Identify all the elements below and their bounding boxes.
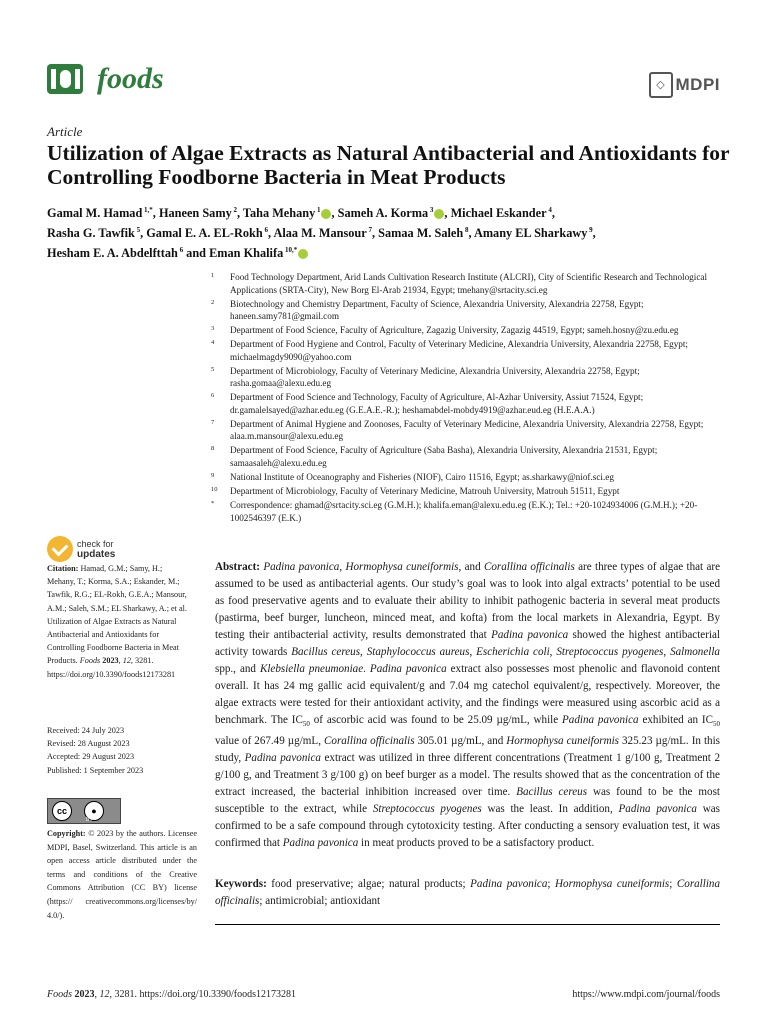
author-affiliation-marker: 1 <box>315 206 321 214</box>
author-name[interactable]: Alaa M. Mansour <box>273 226 367 241</box>
citation-doi-link[interactable]: https://doi.org/10.3390/foods12173281 <box>47 669 176 679</box>
affiliation-text: Department of Animal Hygiene and Zoonoses, Faculty of Veterinary Medicine, Alexandria University, Alexandria 22758, Egypt; alaa.m.mansour@alexu.edu.eg <box>230 418 704 442</box>
cc-icon: cc <box>52 801 72 821</box>
date-line: Received: 24 July 2023 <box>47 726 125 735</box>
person-icon: ● <box>84 801 104 821</box>
citation-block: Citation: Hamad, G.M.; Samy, H.; Mehany, T.; Korma, S.A.; Eskander, M.; Tawfik, R.G.; EL-Rokh, G.E.A.; Mansour, A.M.; Saleh, S.M.; EL Sharkawy, A.; et al. Utilization of Algae Extracts as Natural Antibacterial and Antioxidants for Controlling Foodborne Bacteria in Meat Products. Foods 2023, 12, 3281. https://doi.org/10.3390/foods12173281 <box>47 564 187 679</box>
author-name[interactable]: Amany EL Sharkawy <box>473 226 588 241</box>
text-segment: value of 267.49 µg/mL, <box>215 735 324 748</box>
text-segment: ; <box>547 878 556 890</box>
author-name[interactable]: Haneen Samy <box>158 206 232 221</box>
by-label: BY <box>86 817 93 823</box>
text-segment: food preservative; algae; natural products; <box>271 878 471 890</box>
affiliation-item <box>211 391 731 416</box>
footer-journal: Foods <box>47 989 72 1000</box>
affiliation-text: Department of Food Science, Faculty of Agriculture (Saba Basha), Alexandria University, Alexandria 21531, Egypt; samaasaleh@alexu.edu.eg <box>230 445 658 469</box>
text-segment: Padina pavonica <box>562 714 639 726</box>
affiliation-text: Department of Food Hygiene and Control, Faculty of Veterinary Medicine, Alexandria University, Alexandria 22758, Egypt; michaelmagdy9090@yahoo.com <box>230 339 688 362</box>
citation-year: 2023 <box>102 656 119 666</box>
text-segment: showed the highest antibacterial activity towards <box>215 629 720 658</box>
text-segment: in meat products proved to be a satisfactory product. <box>358 837 595 850</box>
text-segment: are three types of algae that are assumed to be used as antibacterial agents. Our study’s goal was to look into algal extracts’ potential to be used as food preservative agents and to evaluate their ability to inhibit pathogenic bacteria in several meat products (pastirma, beef burger, luncheon, minced meat, and kofta) from the local markets in Alexandria, Egypt. By testing their antibacterial activity, results demonstrated that <box>215 561 721 641</box>
text-segment: . <box>363 663 370 675</box>
text-segment: exhibited an IC <box>638 714 714 726</box>
text-segment: , and <box>458 561 484 573</box>
author-affiliation-marker: 10,* <box>283 246 298 255</box>
text-segment: Hormophysa cuneiformis <box>506 735 619 748</box>
text-segment: Streptococcus pyogenes <box>372 803 482 816</box>
check-for-updates-badge[interactable] <box>47 536 115 562</box>
publication-dates <box>47 724 191 777</box>
citation-volume: 12 <box>122 656 131 666</box>
text-segment: , <box>469 646 477 658</box>
citation-journal: Foods <box>79 656 101 666</box>
article-type: Article <box>47 124 83 139</box>
footer-volume: 12 <box>99 989 110 1000</box>
text-segment: Hormophysa cuneiformis <box>345 561 459 573</box>
text-segment: Corallina officinalis <box>324 735 415 748</box>
check-updates-line2: updates <box>77 548 116 560</box>
affiliation-item <box>211 418 731 443</box>
text-segment: Streptococcus pyogenes <box>556 646 664 658</box>
text-segment: Hormophysa cuneiformis <box>555 878 670 890</box>
affiliation-text: Department of Microbiology, Faculty of Veterinary Medicine, Alexandria University, Alexandria 22758, Egypt; rasha.gomaa@alexu.edu.eg <box>230 365 640 389</box>
copyright-text: © 2023 by the authors. Licensee MDPI, Basel, Switzerland. This article is an open access article distributed under the terms and conditions of the Creative Commons Attribution (CC BY) license (https:// creativecommons.org/licenses/by/ 4.0/). <box>47 829 198 920</box>
date-line: Revised: 28 August 2023 <box>47 739 130 749</box>
affiliation-number: 7 <box>211 418 215 426</box>
text-segment: , <box>360 646 367 658</box>
author-name[interactable]: Samaa M. Saleh <box>378 226 464 241</box>
copyright-label: Copyright: <box>47 829 86 838</box>
text-segment: was the least. In addition, <box>481 803 619 816</box>
text-segment: spp., and <box>215 663 260 675</box>
author-affiliation-marker: 9 <box>587 226 593 235</box>
text-segment: Padina pavonica <box>244 752 321 765</box>
affiliation-item <box>211 338 731 363</box>
affiliation-number: 6 <box>211 392 215 400</box>
author-affiliation-marker: 1,* <box>142 206 153 214</box>
affiliation-item <box>211 444 731 469</box>
text-segment: was found to be the most susceptible to the extract, while <box>215 786 720 816</box>
author-affiliation-marker: 5 <box>134 226 141 235</box>
keywords-label: Keywords: <box>215 878 267 890</box>
text-segment: of ascorbic acid was found to be 25.09 µg/mL, while <box>309 714 563 726</box>
text-segment: extract also possesses most phenolic and flavonoid content overall. It has 24 mg gallic acid equivalent/g and 7.04 mg catechol equivalent/g, respectively. Moreover, the algae extracts were tested for their antioxidant activity, and the findings were measured using ascorbic acid as a benchmark. The IC <box>215 663 721 726</box>
author-name[interactable]: Rasha G. Tawfik <box>47 226 135 241</box>
author-affiliation-marker: 3 <box>428 206 434 214</box>
affiliation-item <box>211 271 731 296</box>
author-affiliation-marker: 7 <box>366 226 372 235</box>
author-affiliation-marker: 6 <box>177 246 184 255</box>
affiliation-item <box>211 365 731 390</box>
author-list: Gamal M. Hamad $^{1,*}$, Haneen Samy $^2$, Taha Mehany $^1$ , Sameh A. Korma $^3$ , Michael Eskander $^4$, Rasha G. Tawfik $^5$, Gamal E. A. EL-Rokh $^6$, Alaa M. Mansour $^7$, Samaa M. Saleh $^8$, Amany EL Sharkawy $^9$, Hesham E. A. Abdelfttah $^6$ and Eman Khalifa $^{10,*}$ <box>47 206 596 261</box>
journal-name: foods <box>97 62 164 95</box>
text-segment: Padina pavonica <box>470 878 548 890</box>
author-affiliation-marker: 8 <box>463 226 469 235</box>
text-segment: Klebsiella pneumoniae <box>259 663 364 675</box>
check-updates-line1: check for <box>77 538 114 549</box>
text-segment: Padina pavonica <box>369 663 447 675</box>
text-segment: Bacillus cereus <box>516 786 588 799</box>
author-affiliation-marker: 4 <box>546 206 552 214</box>
footer-citation: Foods 2023, 12, 3281. https://doi.org/10.3390/foods12173281 <box>47 989 296 1000</box>
publisher-logo[interactable] <box>649 72 721 98</box>
author-name[interactable]: Gamal E. A. EL-Rokh <box>146 226 263 241</box>
affiliation-number: 5 <box>211 365 215 373</box>
date-line: Accepted: 29 August 2023 <box>47 752 135 762</box>
author-name[interactable]: Michael Eskander <box>450 206 547 221</box>
divider <box>215 924 720 925</box>
affiliation-number: * <box>211 500 215 507</box>
affiliation-item <box>211 499 731 524</box>
cc-license-badge[interactable] <box>47 798 121 824</box>
text-segment: , <box>663 646 671 658</box>
date-line: Published: 1 September 2023 <box>47 765 144 775</box>
author-name[interactable]: Gamal M. Hamad <box>47 206 143 221</box>
affiliation-number: 1 <box>211 272 215 279</box>
text-segment: Corallina officinalis <box>215 878 721 907</box>
text-segment: Escherichia coli <box>476 646 550 658</box>
text-segment: , <box>549 646 557 658</box>
journal-logo-icon <box>47 64 83 94</box>
abstract-label: Abstract: <box>215 561 260 573</box>
affiliations <box>211 271 731 526</box>
abstract-text <box>215 561 720 849</box>
text-segment: 50 <box>302 720 310 729</box>
footer-journal-url[interactable]: https://www.mdpi.com/journal/foods <box>572 989 720 1000</box>
text-segment: Salmonella <box>670 646 720 658</box>
text-segment: 325.23 µg/mL. In this study, <box>215 735 720 765</box>
text-segment: Bacillus cereus <box>291 646 361 658</box>
text-segment: Corallina officinalis <box>483 561 575 573</box>
text-segment: 50 <box>713 720 721 729</box>
citation-text: Hamad, G.M.; Samy, H.; Mehany, T.; Korma, S.A.; Eskander, M.; Tawfik, R.G.; EL-Rokh, G.E.A.; Mansour, A.M.; Saleh, S.M.; EL Sharkawy, A.; et al. Utilization of Algae Extracts as Natural Antibacterial and Antioxidants for Controlling Foodborne Bacteria in Meat Products. <box>47 564 187 666</box>
affiliation-text: Department of Microbiology, Faculty of Veterinary Medicine, Matrouh University, Matrouh 51511, Egypt <box>230 486 620 497</box>
affiliation-number: 3 <box>211 325 215 333</box>
author-affiliation-marker: 6 <box>262 226 268 235</box>
citation-article: 3281. <box>135 656 154 666</box>
text-segment: 305.01 µg/mL, and <box>414 735 507 748</box>
affiliation-item <box>211 324 731 337</box>
affiliation-number: 4 <box>211 339 215 347</box>
affiliation-number: 9 <box>211 472 215 480</box>
orcid-icon[interactable] <box>298 249 308 259</box>
text-segment: Padina pavonica <box>282 837 359 850</box>
text-segment: was confirmed to be a safe compound through cytotoxicity testing. After conducting a sensory evaluation test, it was confirmed that <box>215 803 720 850</box>
text-segment: Padina pavonica <box>618 803 697 816</box>
affiliation-text: National Institute of Oceanography and Fisheries (NIOF), Cairo 11516, Egypt; as.sharkawy@niof.sci.eg <box>230 472 614 483</box>
text-segment: Padina pavonica <box>491 629 569 641</box>
keywords-text <box>215 878 720 907</box>
affiliation-item <box>211 298 731 323</box>
affiliation-number: 10 <box>211 486 218 494</box>
abstract <box>215 559 720 852</box>
keywords <box>215 876 720 910</box>
text-segment: ; <box>669 878 677 890</box>
footer-doi[interactable]: , 3281. https://doi.org/10.3390/foods12173281 <box>109 989 296 1000</box>
affiliation-text: Food Technology Department, Arid Lands Cultivation Research Institute (ALCRI), City of Scientific Research and Technological Applications (SRTA-City), New Borg El-Arab 21934, Egypt; tmehany@srtacity.sci.eg <box>230 272 708 295</box>
text-segment: extract was utilized in three different concentrations (Treatment 1 g/100 g, Treatment 2 g/100 g, and Treatment 3 g/100 g) on beef burger as a model. The results showed that as the concentration of the extract increased, the bacterial inhibition increased over time. <box>215 752 720 799</box>
affiliation-text: Department of Food Science and Technology, Faculty of Agriculture, Al-Azhar University, Assiut 71524, Egypt; dr.gamalelsayed@azhar.edu.eg (G.E.A.E.-R.); heshamabdel-mobdy4919@azhar.eud.eg (H.E.A.A.) <box>230 392 644 415</box>
publisher-logo-icon: ◇ <box>649 72 673 98</box>
article-title: Utilization of Algae Extracts as Natural Antibacterial and Antioxidants for Controlling Foodborne Bacteria in Meat Products <box>47 141 730 189</box>
citation-label: Citation: <box>47 564 79 573</box>
affiliation-text: Department of Food Science, Faculty of Agriculture, Zagazig University, Zagazig 44519, Egypt; sameh.hosny@zu.edu.eg <box>230 325 679 336</box>
affiliation-number: 8 <box>211 445 215 453</box>
author-name[interactable]: Taha Mehany <box>242 206 316 221</box>
footer-year: 2023 <box>74 989 95 1000</box>
affiliation-item <box>211 485 731 498</box>
affiliation-text: Correspondence: ghamad@srtacity.sci.eg (G.M.H.); khalifa.eman@alexu.edu.eg (E.K.); Tel.: +20-1024934006 (G.M.H.); +20-1002546397 (E.K.) <box>230 500 698 523</box>
text-segment: Staphylococcus aureus <box>366 646 470 658</box>
author-affiliation-marker: 2 <box>231 206 237 214</box>
journal-logo[interactable] <box>47 62 164 96</box>
text-segment: Padina pavonica <box>263 561 340 573</box>
author-name[interactable]: Sameh A. Korma <box>337 206 429 221</box>
text-segment: , <box>339 561 346 573</box>
orcid-icon[interactable] <box>321 209 331 219</box>
publisher-name: MDPI <box>675 75 720 94</box>
author-name[interactable]: Hesham E. A. Abdelfttah <box>47 246 178 261</box>
affiliation-number: 2 <box>211 298 215 306</box>
affiliation-item <box>211 471 731 484</box>
orcid-icon[interactable] <box>434 209 444 219</box>
copyright-block <box>47 827 197 922</box>
affiliation-text: Biotechnology and Chemistry Department, Faculty of Science, Alexandria University, Alexandria 22758, Egypt; haneen.samy781@gmail.com <box>230 298 644 322</box>
check-updates-icon <box>47 536 73 562</box>
text-segment: ; antimicrobial; antioxidant <box>259 895 381 907</box>
author-name[interactable]: Eman Khalifa <box>209 246 284 261</box>
